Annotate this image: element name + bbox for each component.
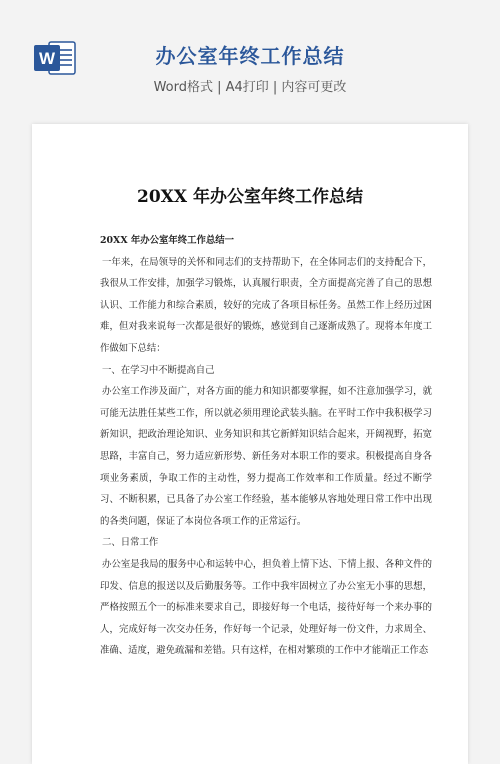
banner-subtitle: Word格式 | A4打印 | 内容可更改 [153,80,347,95]
section-heading-daily-work: 二、日常工作 [102,537,159,549]
paragraph-study: 办公室工作涉及面广，对各方面的能力和知识都要掌握，如不注意加强学习，就可能无法胜任某些工作，所以就必须用理论武装头脑。在平时工作中我积极学习新知识，把政治理论知识、业务知识和其它新鲜知识结合起来，开阔视野，拓宽思路，丰富自己，努力适应新形势、新任务对本职工作的要求。积极提高自身各项业务素质，争取工作的主动性，努力提高工作效率和工作质量。经过不断学习、不断积累，已具备了办公室工作经验，基本能够从容地处理日常工作中出现的各类问题，保证了本岗位各项工作的正常运行。 [100,386,432,527]
paragraph-daily-work: 办公室是我局的服务中心和运转中心，担负着上情下达、下情上报、各种文件的印发、信息的报送以及后勤服务等。工作中我牢固树立了办公室无小事的思想，严格按照五个一的标准来要求自己，即接好每一个电话，接待好每一个来办事的人，完成好每一次交办任务，作好每一个记录，处理好每一份文件，力求周全、准确、适度，避免疏漏和差错。只有这样，在相对繁琐的工作中才能端正工作态 [100,558,432,657]
header-banner [0,0,500,110]
banner-title: 办公室年终工作总结 [155,44,345,68]
document-subtitle: 20XX 年办公室年终工作总结一 [100,235,234,246]
paragraph-intro: 一年来，在局领导的关怀和同志们的支持帮助下，在全体同志们的支持配合下，我很从工作安排，加强学习锻炼，认真履行职责，全方面提高完善了自己的思想认识、工作能力和综合素质，较好的完成了各项目标任务。虽然工作上经历过困难，但对我来说每一次都是很好的锻炼，感觉到自己逐渐成熟了。现将本年度工作做如下总结： [100,256,432,354]
word-icon-letter: W [38,49,56,68]
section-heading-study: 一、在学习中不断提高自己 [102,364,215,376]
document-page [32,124,468,764]
document-title: 20XX 年办公室年终工作总结 [137,187,363,207]
document-body [100,230,432,662]
